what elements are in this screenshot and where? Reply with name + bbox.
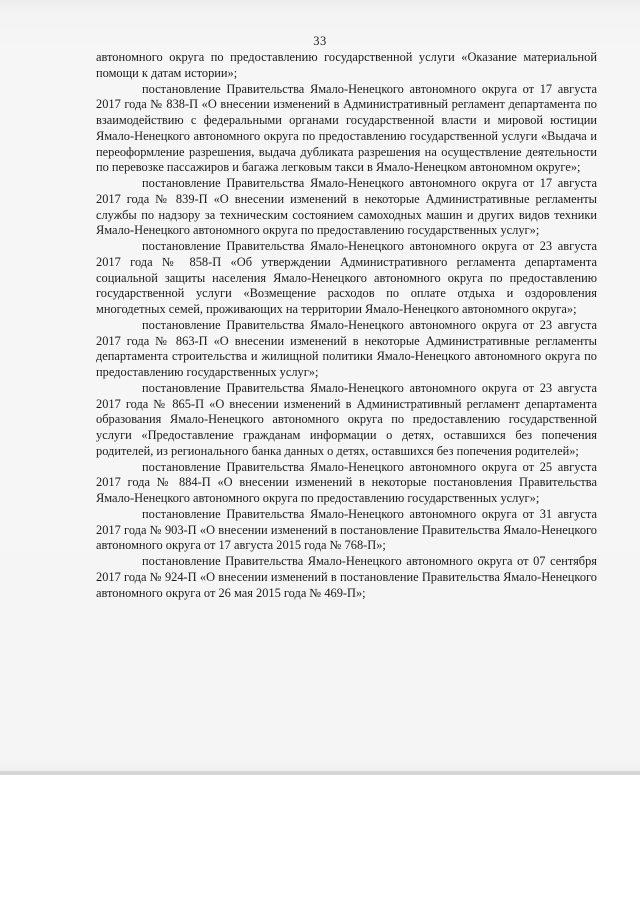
paragraph-resolution-858: постановление Правительства Ямало-Ненецкого автономного округа от 23 августа 2017 года № 858-П «Об утверждении Административного регламента департамента социальной защиты населения Ямало-Ненецкого автономного округа по предоставлению государственной услуги «Возмещение расходов по оплате отдыха и оздоровления многодетных семей, проживающих на территории Ямало-Ненецкого автономного округа»; bbox=[96, 239, 597, 316]
paragraph-resolution-838: постановление Правительства Ямало-Ненецкого автономного округа от 17 августа 2017 года № 838-П «О внесении изменений в Административный регламент департамента по взаимодействию с федеральными органами государственной власти и мировой юстиции Ямало-Ненецкого автономного округа по предоставлению государственной услуги «Выдача и переоформление разрешения, выдача дубликата разрешения на осуществление деятельности по перевозке пассажиров и багажа легковым такси в Ямало-Ненецком автономном округе»; bbox=[96, 81, 597, 175]
document-body bbox=[96, 50, 597, 601]
paragraph-resolution-924: постановление Правительства Ямало-Ненецкого автономного округа от 07 сентября 2017 года № 924-П «О внесении изменений в постановление Правительства Ямало-Ненецкого автономного округа от 26 мая 2015 года № 469-П»; bbox=[96, 554, 597, 600]
paragraph-resolution-839: постановление Правительства Ямало-Ненецкого автономного округа от 17 августа 2017 года № 839-П «О внесении изменений в некоторые Административные регламенты службы по надзору за техническим состоянием самоходных машин и других видов техники Ямало-Ненецкого автономного округа по предоставлению государственных услуг»; bbox=[96, 176, 597, 238]
paragraph-resolution-884: постановление Правительства Ямало-Ненецкого автономного округа от 25 августа 2017 года № 884-П «О внесении изменений в некоторые постановления Правительства Ямало-Ненецкого автономного округа по предоставлению государственных услуг»; bbox=[96, 459, 597, 505]
paragraph-resolution-863: постановление Правительства Ямало-Ненецкого автономного округа от 23 августа 2017 года № 863-П «О внесении изменений в некоторые Административные регламенты департамента строительства и жилищной политики Ямало-Ненецкого автономного округа по предоставлению государственных услуг»; bbox=[96, 317, 597, 379]
paragraph-continuation: автономного округа по предоставлению государственной услуги «Оказание материальной помощи к датам истории»; bbox=[96, 50, 597, 80]
sheet-bottom-edge bbox=[0, 771, 640, 775]
page-number: 33 bbox=[313, 34, 327, 48]
paragraph-resolution-903: постановление Правительства Ямало-Ненецкого автономного округа от 31 августа 2017 года № 903-П «О внесении изменений в постановление Правительства Ямало-Ненецкого автономного округа от 17 августа 2015 года № 768-П»; bbox=[96, 506, 597, 553]
paragraph-resolution-865: постановление Правительства Ямало-Ненецкого автономного округа от 23 августа 2017 года № 865-П «О внесении изменений в Административный регламент департамента образования Ямало-Ненецкого автономного округа по предоставлению государственной услуги «Предоставление гражданам информации о детях, оставшихся без попечения родителей, из регионального банка данных о детях, оставшихся без попечения родителей»; bbox=[96, 380, 597, 458]
